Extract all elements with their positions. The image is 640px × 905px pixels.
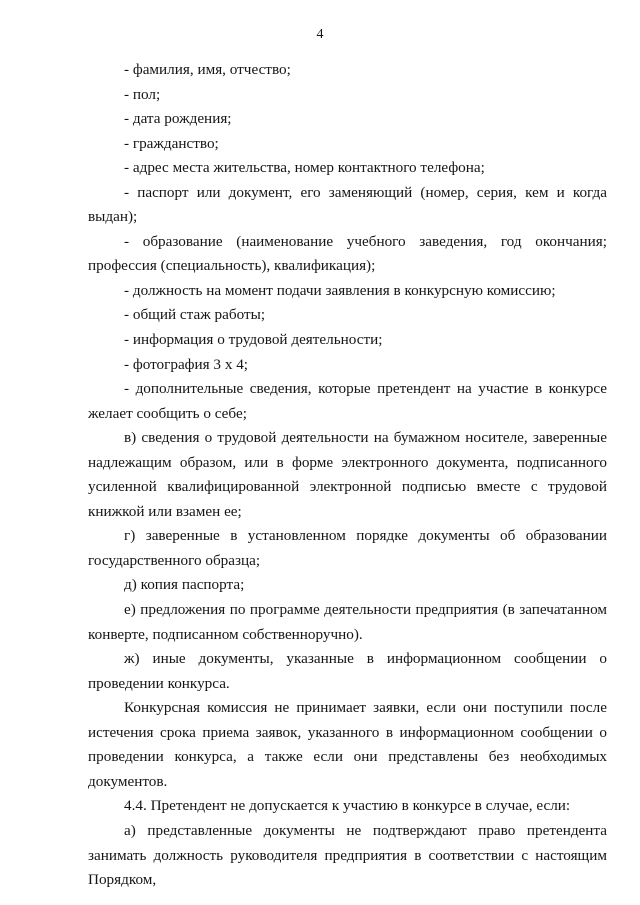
list-item-photo: - фотография 3 х 4;: [124, 355, 249, 373]
section-4-4-heading: 4.4. Претендент не допускается к участию в конкурсе в случае, если:: [124, 797, 571, 815]
item-e-program-proposals: е) предложения по программе деятельности предприятия (в запечатанном конверте, подписанном собственноручно).: [88, 601, 607, 643]
list-item-additional-info: - дополнительные сведения, которые претендент на участие в конкурсе желает сообщить о себе;: [88, 380, 607, 422]
list-item-passport: - паспорт или документ, его заменяющий (номер, серия, кем и когда выдан);: [88, 183, 607, 226]
item-a-documents-not-confirming: а) представленные документы не подтверждают право претендента занимать должность руководителя предприятия в соответствии с настоящим Порядком,: [88, 821, 607, 889]
paragraph-commission-rejection: Конкурсная комиссия не принимает заявки, если они поступили после истечения срока приема заявок, указанного в информационном сообщении о проведении конкурса, а также если они представлены без необходимых документов.: [88, 699, 607, 790]
list-item-work-experience: - общий стаж работы;: [124, 306, 266, 324]
list-item-position: - должность на момент подачи заявления в конкурсную комиссию;: [124, 281, 556, 299]
item-d-passport-copy: д) копия паспорта;: [124, 576, 245, 594]
list-item-employment-info: - информация о трудовой деятельности;: [124, 331, 383, 349]
list-item-gender: - пол;: [124, 85, 161, 103]
list-item-full-name: - фамилия, имя, отчество;: [124, 61, 291, 78]
item-g-education-documents: г) заверенные в установленном порядке документы об образовании государственного образца;: [88, 527, 607, 569]
item-zh-other-documents: ж) иные документы, указанные в информационном сообщении о проведении конкурса.: [88, 650, 607, 692]
document-body: [88, 58, 607, 893]
list-item-birth-date: - дата рождения;: [124, 110, 232, 128]
item-v-employment-records: в) сведения о трудовой деятельности на бумажном носителе, заверенные надлежащим образом, или в форме электронного документа, подписанного усиленной квалифицированной электронной подписью вместе с трудовой книжкой или взамен ее;: [88, 429, 607, 520]
page-number: 4: [316, 27, 324, 42]
list-item-education: - образование (наименование учебного заведения, год окончания; профессия (специальность), квалификация);: [88, 232, 607, 275]
list-item-citizenship: - гражданство;: [124, 134, 219, 152]
list-item-address-phone: - адрес места жительства, номер контактного телефона;: [124, 159, 485, 177]
